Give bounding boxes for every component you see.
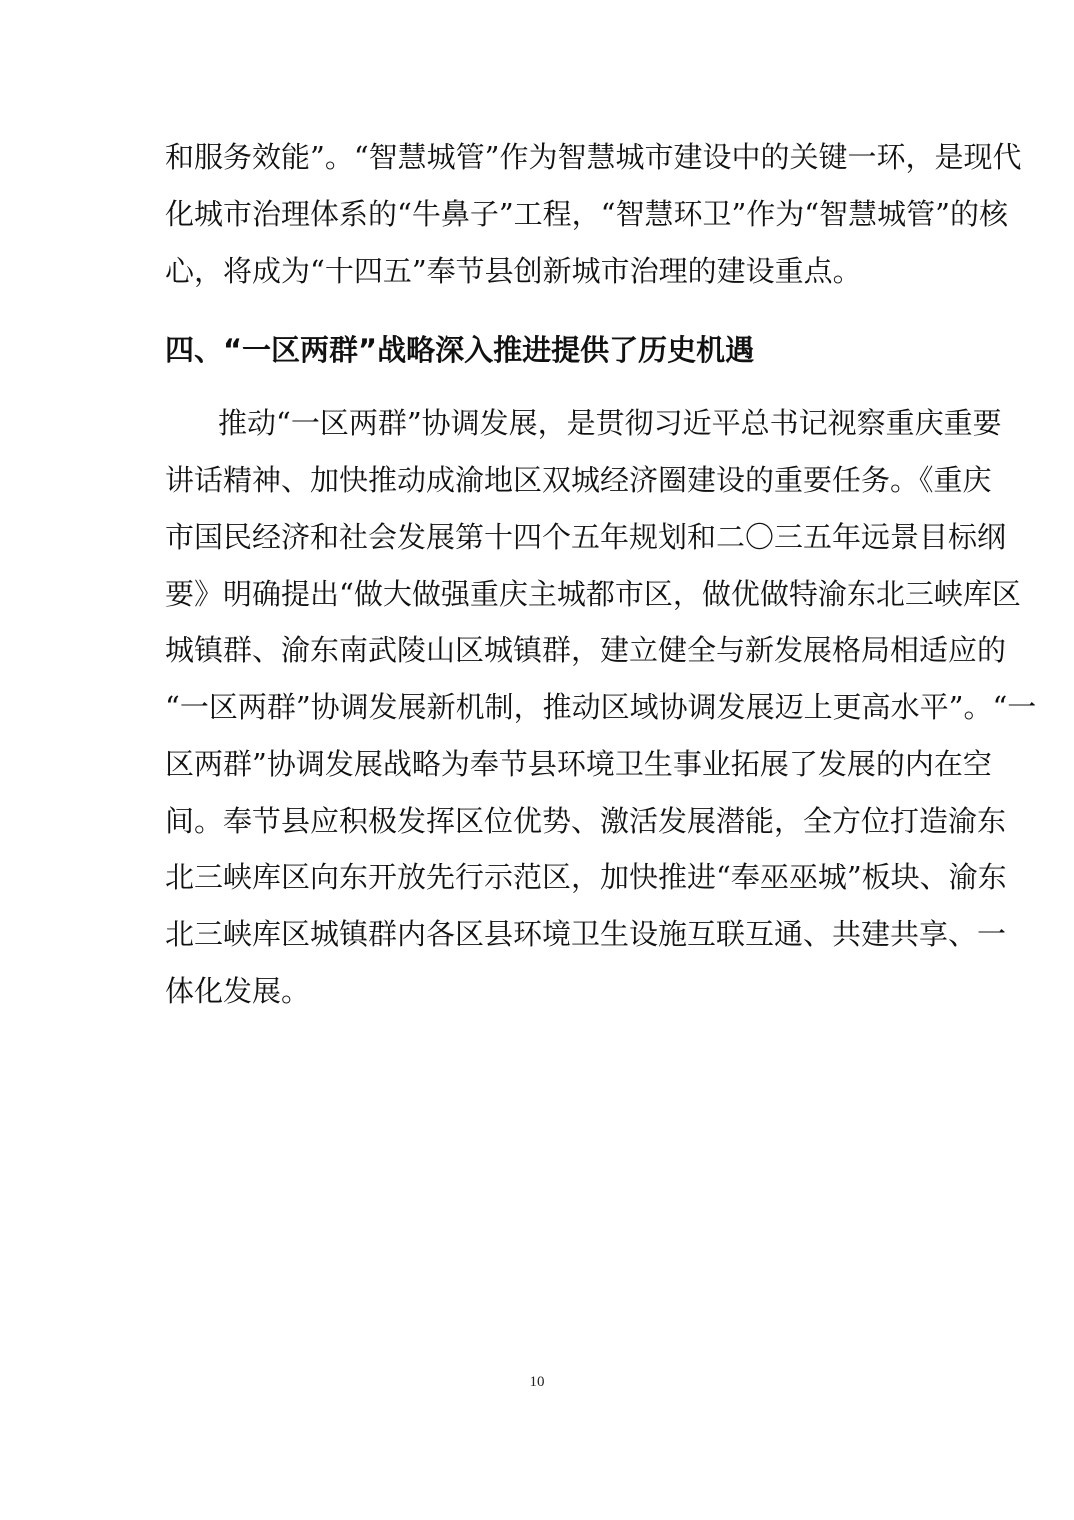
paragraph-line: 北三峡库区城镇群内各区县环境卫生设施互联互通、共建共享、一 — [165, 917, 1007, 951]
paragraph-line: 讲话精神、加快推动成渝地区双城经济圈建设的重要任务。《重庆 — [165, 463, 992, 497]
paragraph-line: 城镇群、渝东南武陵山区城镇群，建立健全与新发展格局相适应的 — [165, 633, 1007, 667]
paragraph-line: 体化发展。 — [165, 974, 311, 1008]
section-heading: 四、“一区两群”战略深入推进提供了历史机遇 — [165, 333, 755, 367]
paragraph-line: 心，将成为“十四五”奉节县创新城市治理的建设重点。 — [165, 254, 862, 288]
paragraph-line: “一区两群”协调发展新机制，推动区域协调发展迈上更高水平”。“一 — [165, 690, 1037, 724]
paragraph-line: 要》明确提出“做大做强重庆主城都市区，做优做特渝东北三峡库区 — [165, 577, 1021, 611]
paragraph-line: 北三峡库区向东开放先行示范区，加快推进“奉巫巫城”板块、渝东 — [165, 860, 1007, 894]
paragraph-line: 区两群”协调发展战略为奉节县环境卫生事业拓展了发展的内在空 — [165, 747, 992, 781]
paragraph-line: 和服务效能”。“智慧城管”作为智慧城市建设中的关键一环，是现代 — [165, 140, 1022, 174]
paragraph-line: 推动“一区两群”协调发展，是贯彻习近平总书记视察重庆重要 — [218, 406, 1002, 440]
page-number: 10 — [529, 1374, 545, 1390]
paragraph-line: 化城市治理体系的“牛鼻子”工程，“智慧环卫”作为“智慧城管”的核 — [165, 197, 1008, 231]
paragraph-line: 市国民经济和社会发展第十四个五年规划和二〇三五年远景目标纲 — [165, 520, 1007, 554]
paragraph-line: 间。奉节县应积极发挥区位优势、激活发展潜能，全方位打造渝东 — [165, 804, 1007, 838]
